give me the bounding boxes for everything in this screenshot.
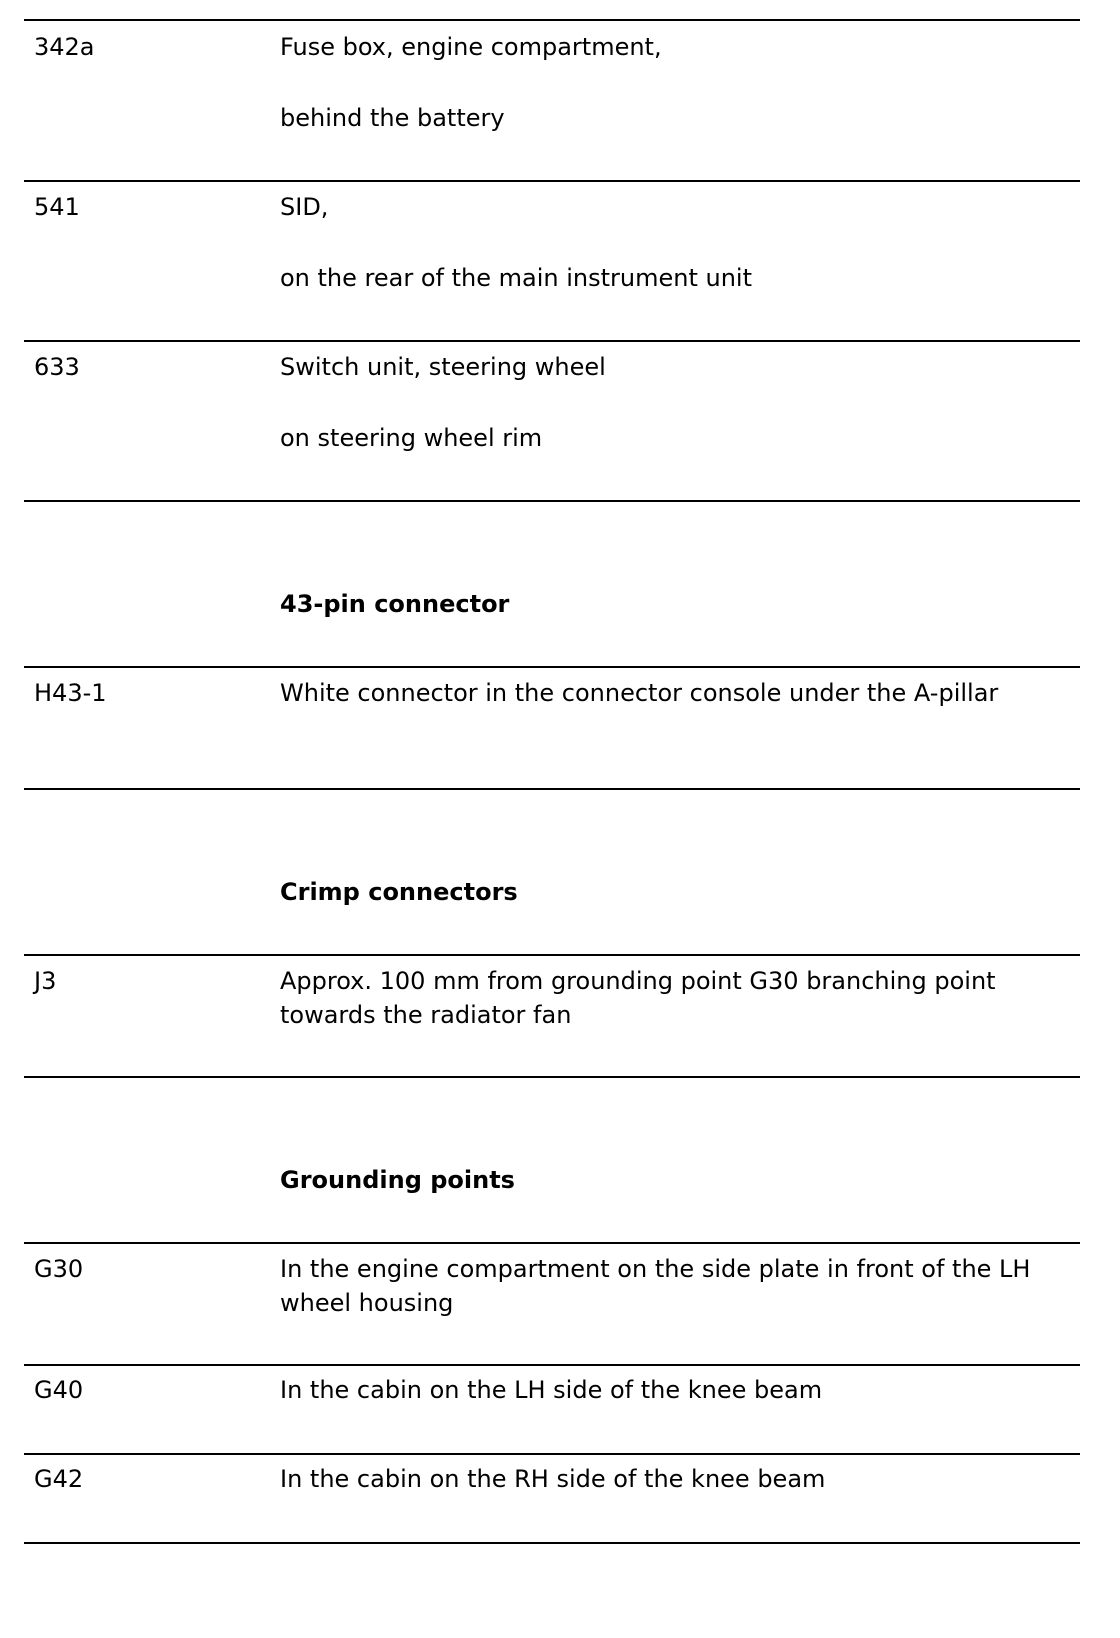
row-divider (24, 1242, 1080, 1244)
component-description: Approx. 100 mm from grounding point G30 branching point towards the radiator fan (280, 967, 996, 1029)
component-code: 633 (34, 353, 80, 381)
row-divider (24, 1542, 1080, 1544)
component-description: In the cabin on the LH side of the knee beam (280, 1376, 823, 1404)
component-location: on steering wheel rim (280, 424, 543, 452)
row-divider (24, 180, 1080, 182)
row-divider (24, 340, 1080, 342)
component-location: on the rear of the main instrument unit (280, 264, 752, 292)
component-code: G30 (34, 1255, 84, 1283)
component-location: behind the battery (280, 104, 505, 132)
component-description: In the engine compartment on the side plate in front of the LH wheel housing (280, 1255, 1031, 1317)
section-heading-43pin-connector: 43-pin connector (280, 590, 510, 618)
component-code: G40 (34, 1376, 84, 1404)
row-divider (24, 1076, 1080, 1078)
section-heading-crimp-connectors: Crimp connectors (280, 878, 518, 906)
component-description: White connector in the connector console under the A-pillar (280, 679, 999, 707)
section-heading-grounding-points: Grounding points (280, 1166, 515, 1194)
row-divider (24, 666, 1080, 668)
row-divider (24, 788, 1080, 790)
component-description: SID, (280, 193, 329, 221)
component-code: 541 (34, 193, 80, 221)
row-divider (24, 1453, 1080, 1455)
row-divider (24, 1364, 1080, 1366)
row-divider (24, 19, 1080, 21)
component-code: J3 (34, 967, 57, 995)
component-code: G42 (34, 1465, 84, 1493)
component-description: Fuse box, engine compartment, (280, 33, 662, 61)
component-description: Switch unit, steering wheel (280, 353, 606, 381)
row-divider (24, 954, 1080, 956)
component-code: 342a (34, 33, 95, 61)
component-code: H43-1 (34, 679, 107, 707)
component-description: In the cabin on the RH side of the knee beam (280, 1465, 826, 1493)
row-divider (24, 500, 1080, 502)
